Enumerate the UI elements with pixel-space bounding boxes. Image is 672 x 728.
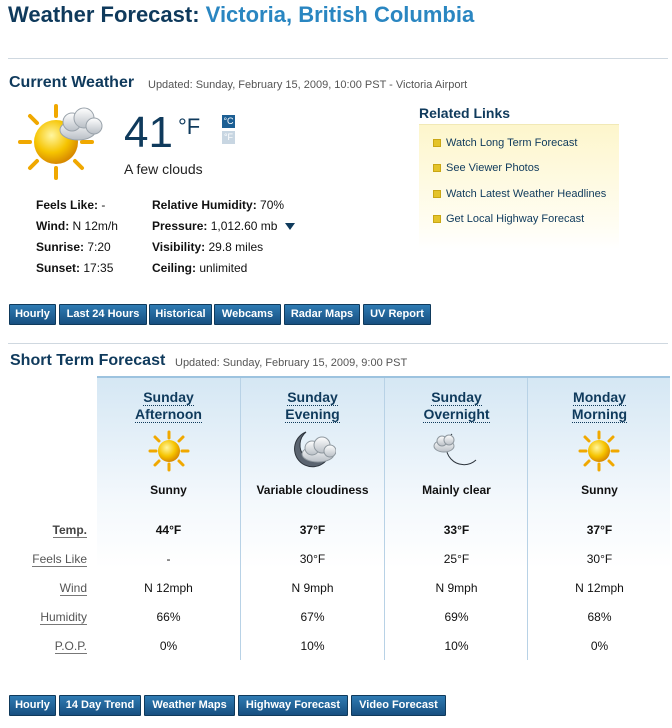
uv-report-button[interactable]: UV Report bbox=[363, 304, 431, 325]
section-divider bbox=[8, 343, 668, 344]
pressure-falling-icon bbox=[285, 223, 295, 230]
temp-cell: 37°F bbox=[586, 523, 613, 537]
detail-pressure: Pressure: 1,012.60 mb bbox=[152, 219, 278, 233]
row-label-feels-like[interactable]: Feels Like bbox=[32, 552, 87, 566]
page-title-prefix: Weather Forecast: bbox=[8, 2, 200, 27]
sun-icon bbox=[148, 430, 190, 472]
link-highway-forecast[interactable]: Get Local Highway Forecast bbox=[446, 213, 585, 225]
sun-icon bbox=[578, 430, 620, 472]
wind-cell: N 9mph bbox=[291, 581, 334, 595]
detail-sunrise: Sunrise: 7:20 bbox=[36, 240, 111, 254]
weather-maps-button[interactable]: Weather Maps bbox=[144, 695, 235, 716]
related-links-title: Related Links bbox=[419, 105, 511, 121]
pop-cell: 0% bbox=[159, 639, 178, 653]
detail-ceiling: Ceiling: unlimited bbox=[152, 261, 248, 275]
feels-like-cell: - bbox=[166, 552, 171, 566]
bullet-icon bbox=[433, 190, 441, 198]
bullet-icon bbox=[433, 215, 441, 223]
current-temp-unit: °F bbox=[178, 114, 201, 139]
temp-cell: 44°F bbox=[155, 523, 182, 537]
link-long-term-forecast[interactable]: Watch Long Term Forecast bbox=[446, 137, 578, 149]
humidity-cell: 67% bbox=[300, 610, 325, 624]
period-header-4[interactable]: Monday Morning bbox=[571, 389, 628, 422]
temp-cell: 33°F bbox=[443, 523, 470, 537]
page-title bbox=[8, 2, 474, 28]
link-weather-headlines[interactable]: Watch Latest Weather Headlines bbox=[446, 188, 607, 200]
period-condition-4: Sunny bbox=[581, 483, 618, 497]
video-forecast-button[interactable]: Video Forecast bbox=[351, 695, 446, 716]
wind-cell: N 12mph bbox=[144, 581, 193, 595]
14-day-trend-button[interactable]: 14 Day Trend bbox=[59, 695, 141, 716]
feels-like-cell: 30°F bbox=[299, 552, 326, 566]
title-divider bbox=[8, 58, 668, 59]
wind-cell: N 12mph bbox=[575, 581, 624, 595]
humidity-cell: 68% bbox=[587, 610, 612, 624]
short-term-updated: Updated: Sunday, February 15, 2009, 9:00 PST bbox=[175, 357, 408, 369]
short-term-title: Short Term Forecast bbox=[10, 352, 166, 369]
row-label-wind[interactable]: Wind bbox=[59, 581, 87, 595]
detail-feels-like: Feels Like: - bbox=[36, 198, 106, 212]
webcams-button[interactable]: Webcams bbox=[214, 304, 281, 325]
bullet-icon bbox=[433, 139, 441, 147]
highway-forecast-button[interactable]: Highway Forecast bbox=[238, 695, 348, 716]
wind-cell: N 9mph bbox=[435, 581, 478, 595]
period-condition-2: Variable cloudiness bbox=[256, 483, 369, 497]
detail-sunset: Sunset: 17:35 bbox=[36, 261, 114, 275]
current-updated: Updated: Sunday, February 15, 2009, 10:00 PST - Victoria Airport bbox=[148, 79, 468, 91]
row-label-temp[interactable]: Temp. bbox=[52, 523, 87, 537]
last-24-hours-button[interactable]: Last 24 Hours bbox=[59, 304, 147, 325]
pop-cell: 10% bbox=[444, 639, 469, 653]
row-label-pop[interactable]: P.O.P. bbox=[54, 639, 87, 653]
link-viewer-photos[interactable]: See Viewer Photos bbox=[446, 162, 540, 174]
pop-cell: 0% bbox=[590, 639, 609, 653]
radar-maps-button[interactable]: Radar Maps bbox=[284, 304, 360, 325]
hourly-button[interactable]: Hourly bbox=[9, 304, 56, 325]
detail-humidity: Relative Humidity: 70% bbox=[152, 198, 285, 212]
bullet-icon bbox=[433, 164, 441, 172]
current-weather-title: Current Weather bbox=[9, 74, 135, 91]
page-title-location: Victoria, British Columbia bbox=[205, 2, 475, 27]
period-condition-3: Mainly clear bbox=[422, 483, 491, 497]
humidity-cell: 66% bbox=[156, 610, 181, 624]
historical-button[interactable]: Historical bbox=[149, 304, 212, 325]
moon-small-cloud-icon bbox=[432, 428, 480, 472]
detail-visibility: Visibility: 29.8 miles bbox=[152, 240, 264, 254]
detail-wind: Wind: N 12m/h bbox=[36, 219, 118, 233]
period-header-3[interactable]: Sunday Overnight bbox=[423, 389, 490, 422]
row-label-humidity[interactable]: Humidity bbox=[40, 610, 87, 624]
moon-cloud-icon bbox=[288, 428, 336, 472]
sun-cloud-icon bbox=[16, 102, 106, 182]
feels-like-cell: 30°F bbox=[586, 552, 613, 566]
temp-cell: 37°F bbox=[299, 523, 326, 537]
feels-like-cell: 25°F bbox=[443, 552, 470, 566]
current-condition: A few clouds bbox=[124, 161, 203, 177]
unit-fahrenheit-toggle[interactable]: °F bbox=[223, 132, 234, 142]
current-temperature: 41 bbox=[124, 108, 173, 157]
period-header-1[interactable]: Sunday Afternoon bbox=[135, 389, 202, 422]
humidity-cell: 69% bbox=[444, 610, 469, 624]
unit-celsius-toggle[interactable]: °C bbox=[223, 116, 234, 126]
period-header-2[interactable]: Sunday Evening bbox=[285, 389, 340, 422]
hourly-button-bottom[interactable]: Hourly bbox=[9, 695, 56, 716]
period-condition-1: Sunny bbox=[150, 483, 187, 497]
pop-cell: 10% bbox=[300, 639, 325, 653]
